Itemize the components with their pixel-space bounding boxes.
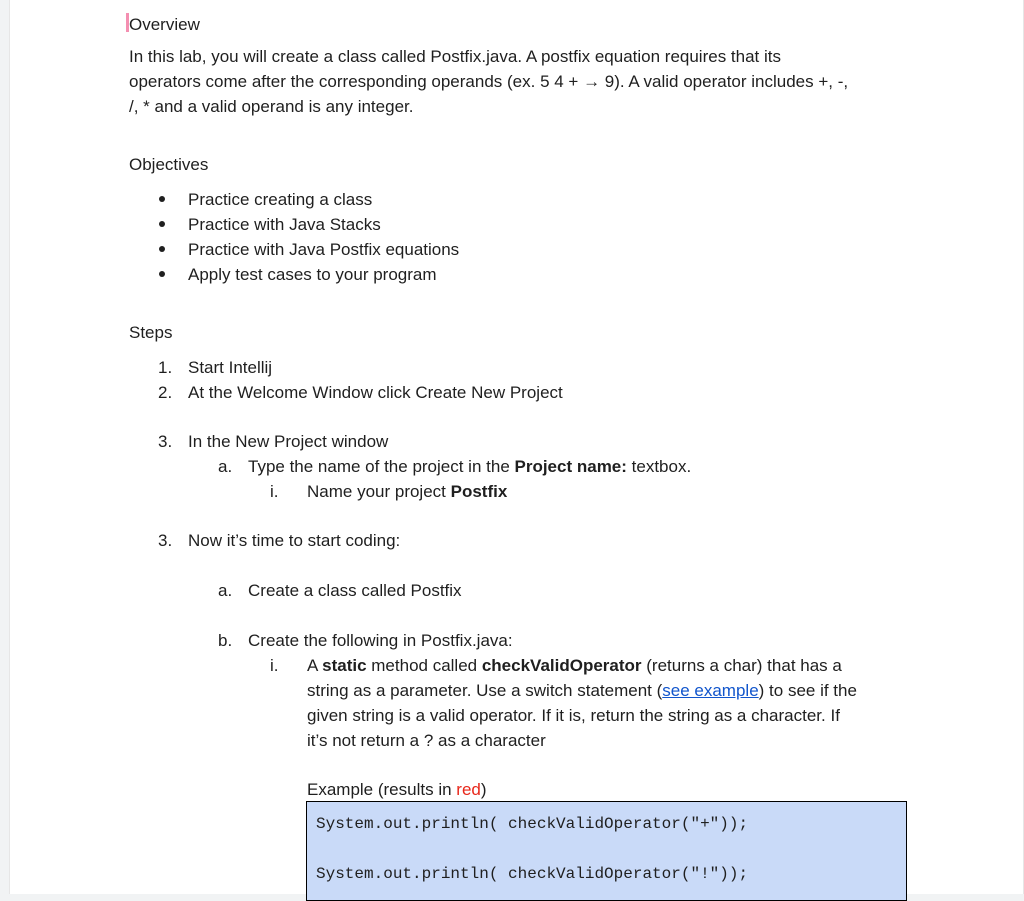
method-description-line-1: A static method called checkValidOperator (returns a char) that has a [307, 656, 842, 675]
step-text: At the Welcome Window click Create New Project [188, 383, 563, 402]
substep-text: Create the following in Postfix.java: [248, 631, 513, 650]
overview-heading: Overview [129, 15, 200, 34]
example-label: Example (results in red) [307, 780, 487, 799]
objective-item: Practice with Java Postfix equations [188, 240, 460, 259]
step-text: Now it’s time to start coding: [188, 531, 401, 550]
substep-marker: a. [218, 457, 233, 476]
step-marker: 3. [158, 531, 173, 550]
objective-item: Apply test cases to your program [188, 265, 437, 284]
bullet-icon [159, 221, 165, 227]
step-marker: 1. [158, 358, 173, 377]
step-marker: 3. [158, 432, 173, 451]
objectives-heading: Objectives [129, 155, 209, 174]
step-text: Start Intellij [188, 358, 273, 377]
overview-line-3: /, * and a valid operand is any integer. [129, 97, 414, 116]
substep-marker: b. [218, 631, 233, 650]
substep-marker: a. [218, 581, 233, 600]
code-line: System.out.println( checkValidOperator("+")); [316, 815, 749, 833]
code-line: System.out.println( checkValidOperator("!")); [316, 865, 749, 883]
method-description-line-3: given string is a valid operator. If it is, return the string as a character. If [307, 706, 840, 725]
step-text: In the New Project window [188, 432, 389, 451]
objective-item: Practice with Java Stacks [188, 215, 381, 234]
method-description-line-4: it’s not return a ? as a character [307, 731, 546, 750]
bullet-icon [159, 271, 165, 277]
subsubstep-marker: i. [270, 656, 279, 675]
substep-text: Create a class called Postfix [248, 581, 462, 600]
subsubstep-marker: i. [270, 482, 279, 501]
step-marker: 2. [158, 383, 173, 402]
objective-item: Practice creating a class [188, 190, 373, 209]
overview-line-2: operators come after the corresponding operands (ex. 5 4 + → 9). A valid operator includes +, -, [129, 72, 849, 91]
see-example-link[interactable]: see example [662, 681, 759, 700]
method-description-line-2: string as a parameter. Use a switch statement (see example) to see if the [307, 681, 857, 700]
overview-line-1: In this lab, you will create a class called Postfix.java. A postfix equation requires that its [129, 47, 782, 66]
substep-text: Type the name of the project in the Project name: textbox. [248, 457, 692, 476]
steps-heading: Steps [129, 323, 173, 342]
subsubstep-text: Name your project Postfix [307, 482, 508, 501]
bullet-icon [159, 246, 165, 252]
bullet-icon [159, 196, 165, 202]
